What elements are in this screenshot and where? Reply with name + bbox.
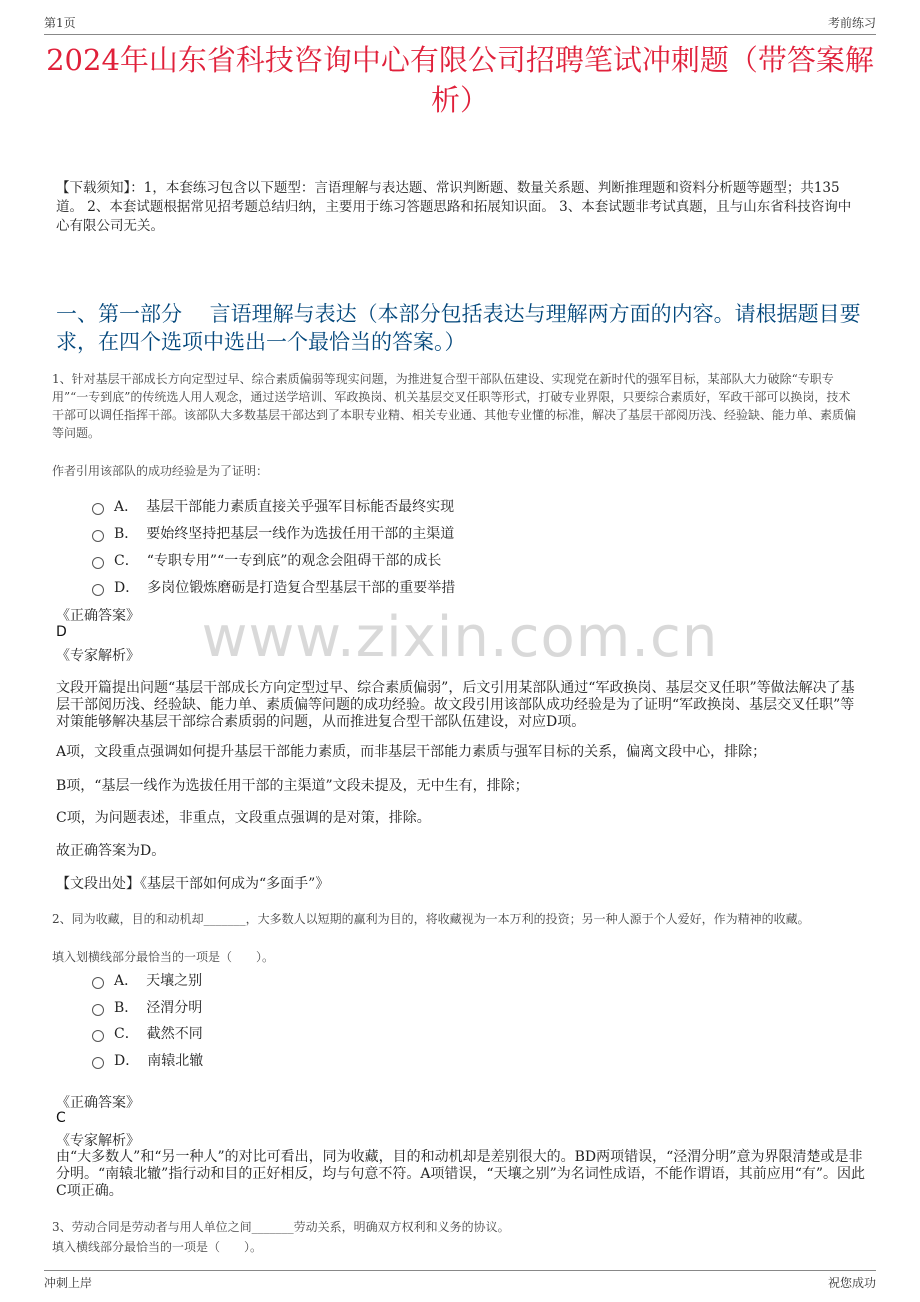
q2-option-a[interactable]: A． 天壤之别 [92, 970, 202, 990]
q1-analysis-main: 文段开篇提出问题“基层干部成长方向定型过早、综合素质偏弱”，后文引用某部队通过“军政换岗、基层交叉任职”等做法解决了基层干部阅历浅、经验缺、能力单、素质偏等问题的成功经验。故文段引用该部队成功经验是为了证明“军政换岗、基层交叉任职”等对策能够解决基层干部综合素质弱的问题，从而推进复合型干部队伍建设，对应D项。 [56, 680, 855, 730]
q2-answer: C [56, 1110, 66, 1126]
q3-stem: 3、劳动合同是劳动者与用人单位之间_______劳动关系，明确双方权利和义务的协议。 [52, 1220, 510, 1234]
q1-analysis-c: C项，为问题表述，非重点，文段重点强调的是对策，排除。 [56, 810, 431, 826]
q1-ask: 作者引用该部队的成功经验是为了证明： [52, 464, 269, 478]
q2-answer-label: 《正确答案》 [56, 1095, 140, 1111]
q2-analysis-label: 《专家解析》 [56, 1133, 140, 1149]
q1-analysis-label: 《专家解析》 [56, 648, 140, 664]
radio-icon[interactable] [92, 530, 104, 542]
q1-source: 【文段出处】《基层干部如何成为“多面手”》 [56, 876, 330, 892]
radio-icon[interactable] [92, 557, 104, 569]
page-header [44, 14, 876, 35]
q2-option-d[interactable]: D． 南辕北辙 [92, 1050, 203, 1070]
section-heading: 一、第一部分 言语理解与表达（本部分包括表达与理解两方面的内容。请根据题目要求，在四个选项中选出一个最恰当的答案。） [56, 302, 861, 354]
q1-stem: 1、针对基层干部成长方向定型过早、综合素质偏弱等现实问题，为推进复合型干部队伍建设、实现党在新时代的强军目标，某部队大力破除“专职专用”“一专到底”的传统选人用人观念，通过送学培训、军政换岗、机关基层交叉任职等形式，打破专业界限，只要综合素质好，军政干部可以换岗，技术干部可以调任指挥干部。该部队大多数基层干部达到了本职专业精、相关专业通、其他专业懂的标准，解决了基层干部阅历浅、经验缺、能力单、素质偏等问题。 [52, 372, 857, 440]
header-tag: 考前练习 [827, 16, 876, 30]
q1-analysis-b: B项，“基层一线作为选拔任用干部的主渠道”文段未提及，无中生有，排除； [56, 778, 529, 794]
q2-option-c[interactable]: C． 截然不同 [92, 1023, 203, 1043]
document-title: 2024年山东省科技咨询中心有限公司招聘笔试冲刺题（带答案解析） [46, 43, 874, 117]
footer-right: 祝您成功 [827, 1276, 876, 1290]
q1-answer: D [56, 624, 67, 640]
radio-icon[interactable] [92, 1004, 104, 1016]
radio-icon[interactable] [92, 503, 104, 515]
q1-analysis-a: A项，文段重点强调如何提升基层干部能力素质，而非基层干部能力素质与强军目标的关系，偏离文段中心，排除； [56, 744, 767, 760]
q3-ask: 填入横线部分最恰当的一项是（ ）。 [52, 1240, 263, 1254]
watermark: www.zixin.com.cn [201, 605, 719, 670]
q1-option-a[interactable]: A． 基层干部能力素质直接关乎强军目标能否最终实现 [92, 496, 454, 516]
q2-option-b[interactable]: B． 泾渭分明 [92, 997, 202, 1017]
q1-option-c[interactable]: C． “专职专用”“一专到底”的观念会阻碍干部的成长 [92, 550, 441, 570]
page-number: 第1页 [44, 16, 76, 30]
q1-answer-label: 《正确答案》 [56, 608, 140, 624]
q2-analysis: 由“大多数人”和“另一种人”的对比可看出，同为收藏，目的和动机却是差别很大的。BD两项错误，“泾渭分明”意为界限清楚或是非分明。“南辕北辙”指行动和目的正好相反，均与句意不符。A项错误，“天壤之别”为名词性成语，不能作谓语，其前应用“有”。因此C项正确。 [56, 1149, 866, 1199]
radio-icon[interactable] [92, 1057, 104, 1069]
q2-ask: 填入划横线部分最恰当的一项是（ ）。 [52, 950, 275, 964]
q2-stem: 2、同为收藏，目的和动机却_______，大多数人以短期的赢利为目的，将收藏视为一本万利的投资；另一种人源于个人爱好，作为精神的收藏。 [52, 912, 810, 926]
radio-icon[interactable] [92, 1030, 104, 1042]
q1-option-d[interactable]: D． 多岗位锻炼磨砺是打造复合型基层干部的重要举措 [92, 577, 455, 597]
q1-analysis-conclusion: 故正确答案为D。 [56, 843, 166, 859]
q1-option-b[interactable]: B． 要始终坚持把基层一线作为选拔任用干部的主渠道 [92, 523, 454, 543]
page-footer [44, 1270, 876, 1291]
footer-left: 冲刺上岸 [44, 1276, 93, 1290]
download-notice: 【下载须知】：1，本套练习包含以下题型：言语理解与表达题、常识判断题、数量关系题、判断推理题和资料分析题等题型；共135道。 2、本套试题根据常见招考题总结归纳，主要用于练习答题思路和拓展知识面。 3、本套试题非考试真题，且与山东省科技咨询中心有限公司无关。 [56, 180, 852, 234]
radio-icon[interactable] [92, 977, 104, 989]
radio-icon[interactable] [92, 584, 104, 596]
